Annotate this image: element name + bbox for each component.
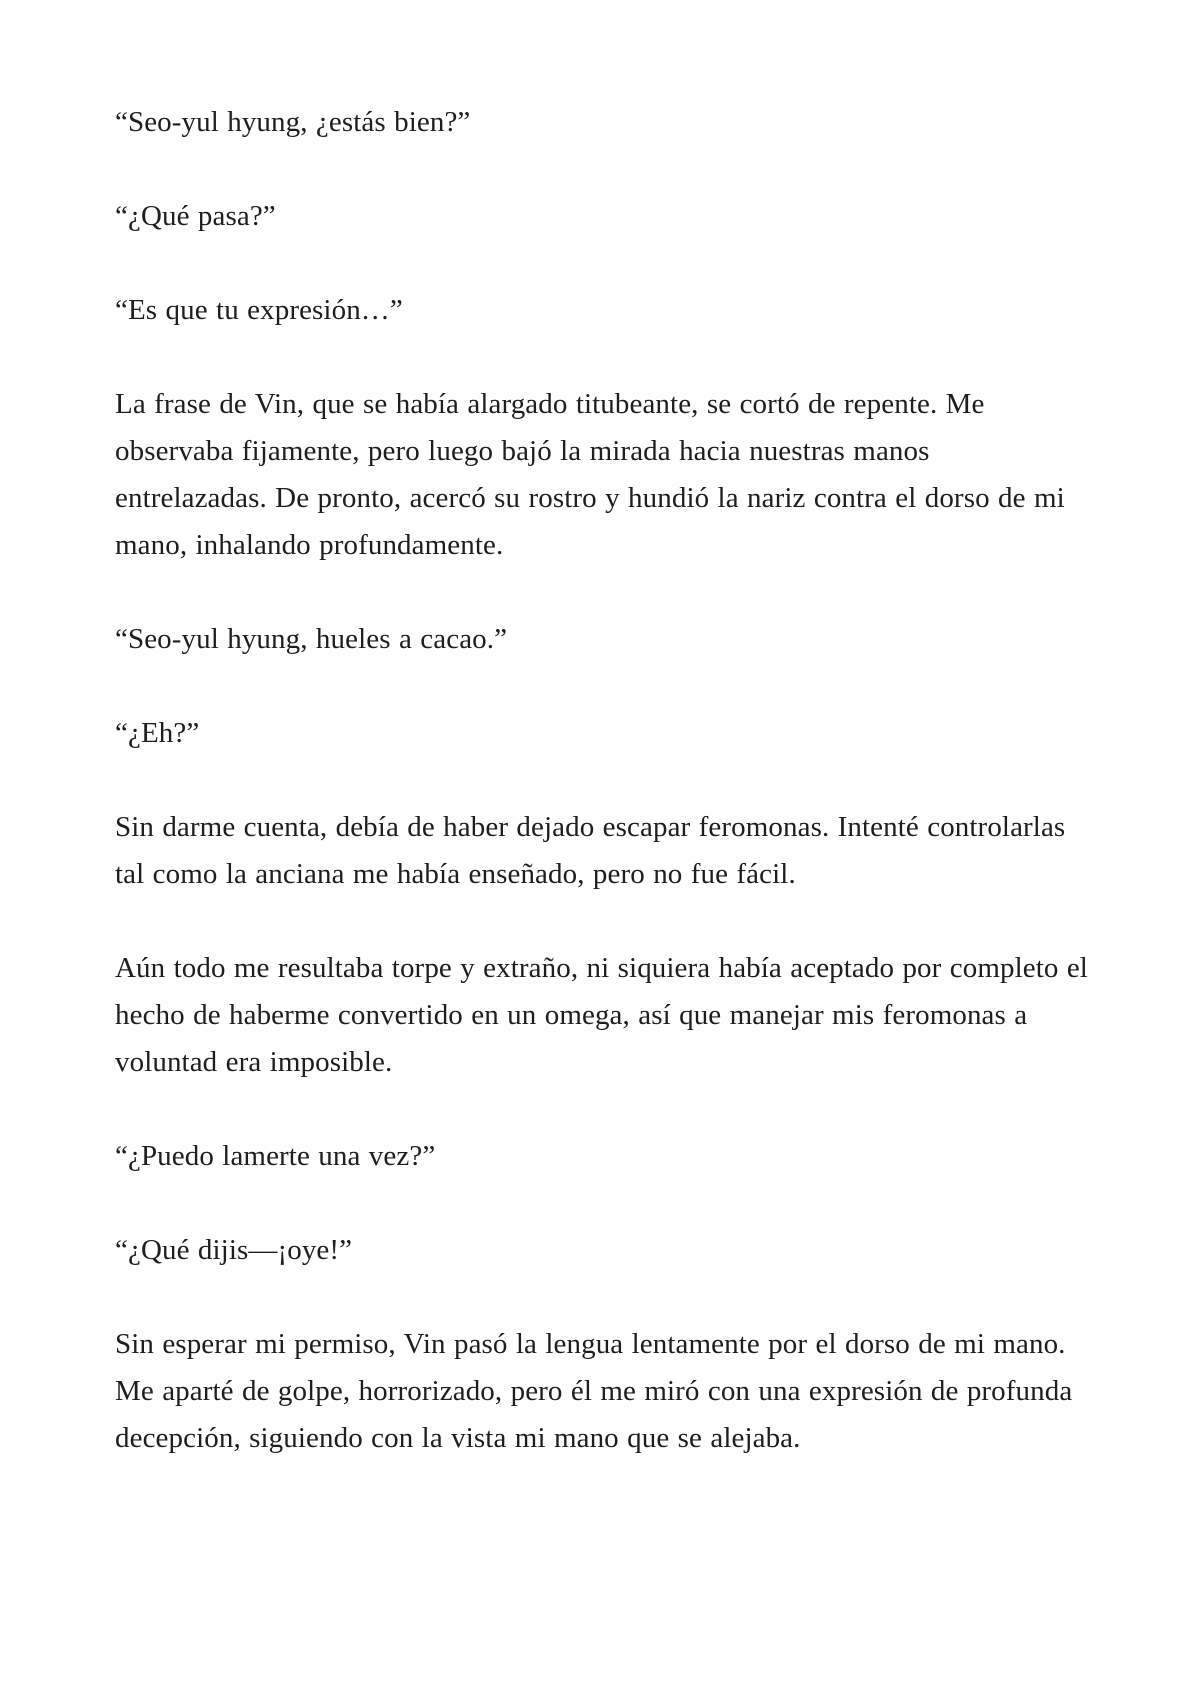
narration-paragraph: La frase de Vin, que se había alargado titubeante, se cortó de repente. Me observaba fijamente, pero luego bajó la mirada hacia nuestras manos entrelazadas. De pronto, acercó su rostro y hundió la nariz contra el dorso de mi mano, inhalando profundamente.	[115, 388, 1065, 561]
narration-paragraph: Sin darme cuenta, debía de haber dejado escapar feromonas. Intenté controlarlas tal como la anciana me había enseñado, pero no fue fácil.	[115, 811, 1066, 890]
dialogue-paragraph: “Seo-yul hyung, hueles a cacao.”	[115, 623, 508, 655]
narration-paragraph: Sin esperar mi permiso, Vin pasó la lengua lentamente por el dorso de mi mano. Me aparté de golpe, horrorizado, pero él me miró con una expresión de profunda decepción, siguiendo con la vista mi mano que se alejaba.	[115, 1328, 1073, 1454]
dialogue-paragraph: “¿Puedo lamerte una vez?”	[115, 1140, 436, 1172]
dialogue-paragraph: “¿Qué pasa?”	[115, 200, 276, 232]
narration-paragraph: Aún todo me resultaba torpe y extraño, ni siquiera había aceptado por completo el hecho de haberme convertido en un omega, así que manejar mis feromonas a voluntad era imposible.	[115, 952, 1088, 1078]
dialogue-paragraph: “Seo-yul hyung, ¿estás bien?”	[115, 106, 471, 138]
dialogue-paragraph: “Es que tu expresión…”	[115, 294, 403, 326]
dialogue-paragraph: “¿Qué dijis—¡oye!”	[115, 1234, 353, 1266]
dialogue-paragraph: “¿Eh?”	[115, 717, 200, 749]
